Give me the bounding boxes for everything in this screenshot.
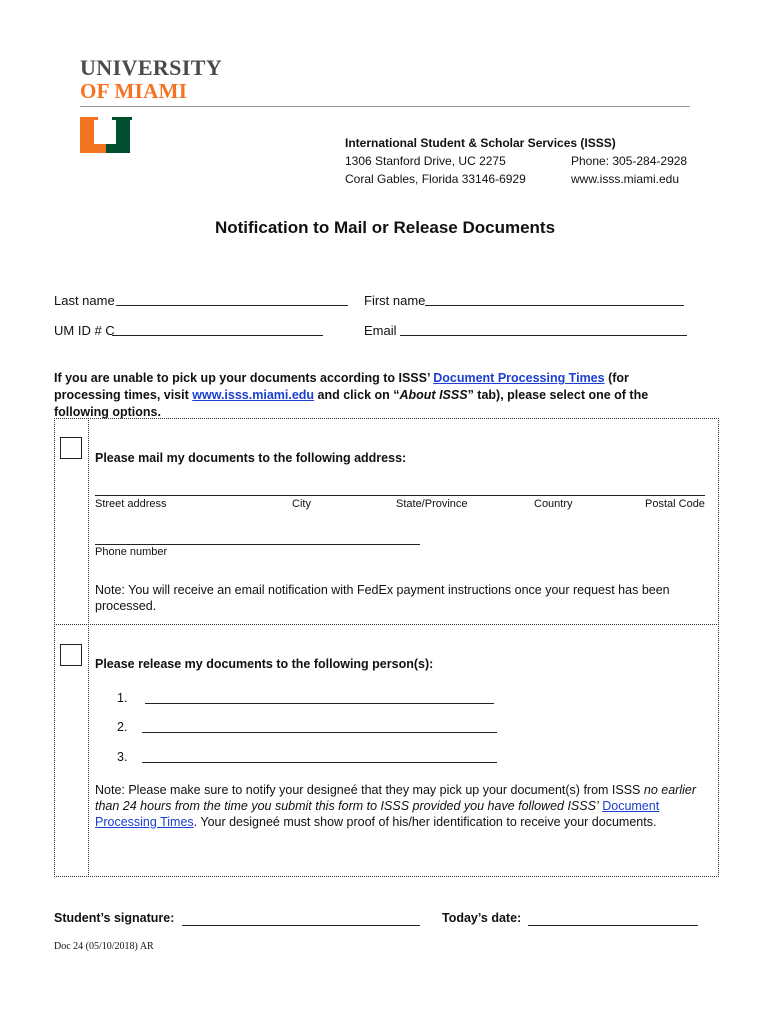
header-divider	[80, 106, 690, 107]
mail-option-heading: Please mail my documents to the following address:	[95, 451, 407, 465]
todays-date-label: Today’s date:	[442, 911, 522, 925]
release-option-heading: Please release my documents to the following person(s):	[95, 657, 434, 671]
release-note-text-1: Note: Please make sure to notify your designeé that they may pick up your document(s) from ISSS	[95, 783, 644, 797]
city-label: City	[292, 498, 311, 510]
logo-wordmark-of-miami: OF MIAMI	[80, 79, 188, 103]
mailing-address-field[interactable]	[95, 495, 705, 496]
office-name: International Student & Scholar Services (ISSS)	[345, 136, 616, 150]
state-province-label: State/Province	[396, 498, 468, 510]
address-line-1: 1306 Stanford Drive, UC 2275	[345, 154, 506, 168]
processing-times-link[interactable]: Document Processing Times	[433, 371, 605, 385]
intro-text-3: and click on “	[314, 388, 400, 402]
instructions-paragraph	[54, 370, 694, 421]
street-address-label: Street address	[95, 498, 167, 510]
isss-website-link[interactable]: www.isss.miami.edu	[192, 388, 315, 402]
release-processing-times-link[interactable]: Document Processing Times	[95, 799, 660, 829]
phone-number-label: Phone number	[95, 546, 168, 558]
address-line-2: Coral Gables, Florida 33146-6929	[345, 172, 526, 186]
logo-wordmark-university: UNIVERSITY	[80, 55, 223, 80]
person-2-field[interactable]	[142, 732, 497, 733]
release-option-divider	[88, 624, 89, 875]
phone-number: Phone: 305-284-2928	[571, 154, 688, 168]
release-option-note	[95, 782, 709, 830]
phone-number-field[interactable]	[95, 544, 420, 545]
postal-code-label: Postal Code	[645, 498, 705, 510]
um-id-label: UM ID # C	[54, 323, 115, 338]
email-label: Email	[364, 323, 397, 338]
email-field[interactable]	[400, 323, 687, 336]
mail-option-checkbox[interactable]	[60, 437, 82, 459]
office-contact	[571, 152, 687, 188]
document-code: Doc 24 (05/10/2018) AR	[54, 941, 154, 952]
last-name-field[interactable]	[116, 293, 348, 306]
person-1-field[interactable]	[145, 703, 494, 704]
um-id-field[interactable]	[112, 323, 323, 336]
intro-text-4: ” tab), please select one of the following options.	[54, 388, 649, 419]
country-label: Country	[534, 498, 573, 510]
release-note-text-2: . Your designeé must show proof of his/her identification to receive your documents.	[193, 815, 657, 829]
person-3-field[interactable]	[142, 762, 497, 763]
release-note-italic: no earlier than 24 hours from the time you submit this form to ISSS provided you have followed ISSS’	[95, 783, 696, 813]
page-title: Notification to Mail or Release Documents	[214, 218, 556, 237]
mail-option-divider	[88, 418, 89, 623]
last-name-label: Last name	[54, 293, 115, 308]
release-option-checkbox[interactable]	[60, 644, 82, 666]
person-number-2: 2.	[117, 720, 128, 734]
todays-date-field[interactable]	[528, 925, 698, 926]
u-logo-icon	[80, 117, 144, 153]
student-signature-field[interactable]	[182, 925, 420, 926]
person-number-3: 3.	[117, 750, 128, 764]
intro-text-2: (for processing times, visit	[54, 371, 629, 402]
website-text: www.isss.miami.edu	[571, 172, 680, 186]
mail-option-note: Note: You will receive an email notification with FedEx payment instructions once your request has been processed.	[95, 583, 670, 613]
student-signature-label: Student’s signature:	[54, 911, 175, 925]
first-name-label: First name	[364, 293, 426, 308]
person-number-1: 1.	[117, 691, 128, 705]
intro-text-1: If you are unable to pick up your documents according to ISSS’	[54, 371, 434, 385]
about-isss-text: About ISSS	[399, 388, 468, 402]
first-name-field[interactable]	[425, 293, 684, 306]
